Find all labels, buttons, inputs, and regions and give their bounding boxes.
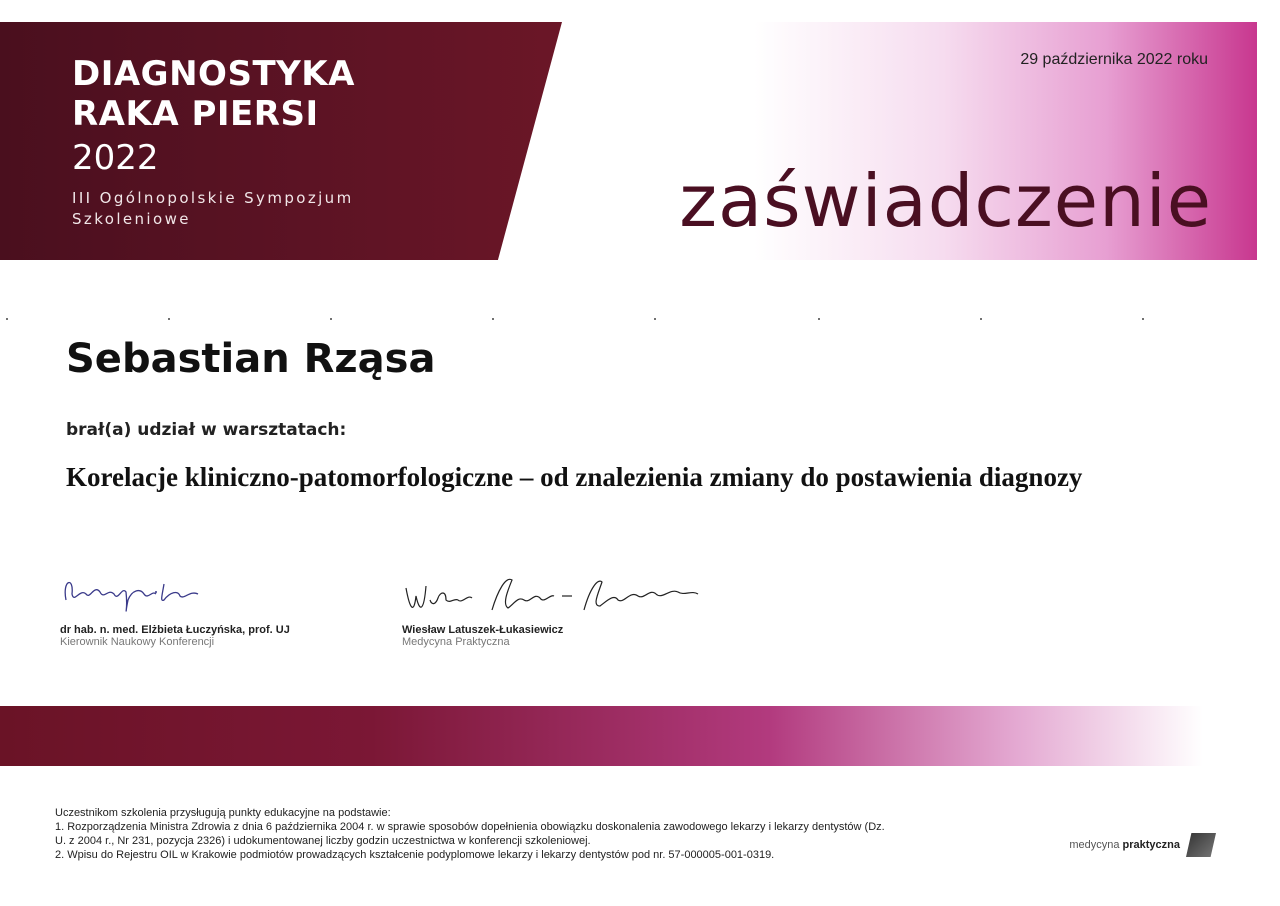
signatory-2-name: Wiesław Latuszek-Łukasiewicz [402, 624, 564, 636]
signature-block-2 [402, 570, 702, 648]
handwritten-signature-2 [402, 570, 702, 622]
publisher-logo-bold: praktyczna [1122, 839, 1180, 851]
brand-subtitle: III Ogólnopolskie Sympozjum Szkoleniowe [72, 189, 354, 228]
brand-year: 2022 [72, 138, 159, 178]
signatory-2-role: Medycyna Praktyczna [402, 636, 510, 648]
footnote-item-2: 2. Wpisu do Rejestru OIL w Krakowie podmiotów prowadzących kształcenie podyplomowe lekarzy i lekarzy dentystów pod nr. 57-000005-001-0319. [55, 849, 775, 861]
footnote [55, 806, 895, 862]
handwritten-signature-1 [60, 570, 220, 622]
participation-text: brał(a) udział w warsztatach: [66, 420, 347, 440]
footnote-item-1: 1. Rozporządzenia Ministra Zdrowia z dnia 6 października 2004 r. w sprawie sposobów dopełnienia obowiązku doskonalenia zawodowego lekarzy i lekarzy dentystów (Dz. U. z 2004 r., Nr 231, pozycja 2326) i udokumentowanej liczby godzin uczestnictwa w konferencji szkoleniowej. [55, 821, 885, 847]
signature-block-1 [60, 570, 290, 648]
event-date: 29 października 2022 roku [1020, 51, 1208, 68]
workshop-title: Korelacje kliniczno-patomorfologiczne – od znalezienia zmiany do postawienia diagnozy [66, 462, 1083, 492]
publisher-logo [1069, 833, 1216, 857]
footnote-intro: Uczestnikom szkolenia przysługują punkty edukacyjne na podstawie: [55, 807, 391, 819]
participant-name: Sebastian Rząsa [66, 336, 436, 382]
publisher-mark-icon [1186, 833, 1216, 857]
publisher-logo-text [1069, 839, 1180, 851]
publisher-logo-light: medycyna [1069, 839, 1120, 851]
brand-title: DIAGNOSTYKA RAKA PIERSI [72, 54, 355, 134]
signatory-1-role: Kierownik Naukowy Konferencji [60, 636, 215, 648]
signatory-1-name: dr hab. n. med. Elżbieta Łuczyńska, prof. UJ [60, 624, 290, 636]
document-title: zaświadczenie [679, 159, 1212, 243]
bottom-gradient-band [0, 706, 1240, 766]
